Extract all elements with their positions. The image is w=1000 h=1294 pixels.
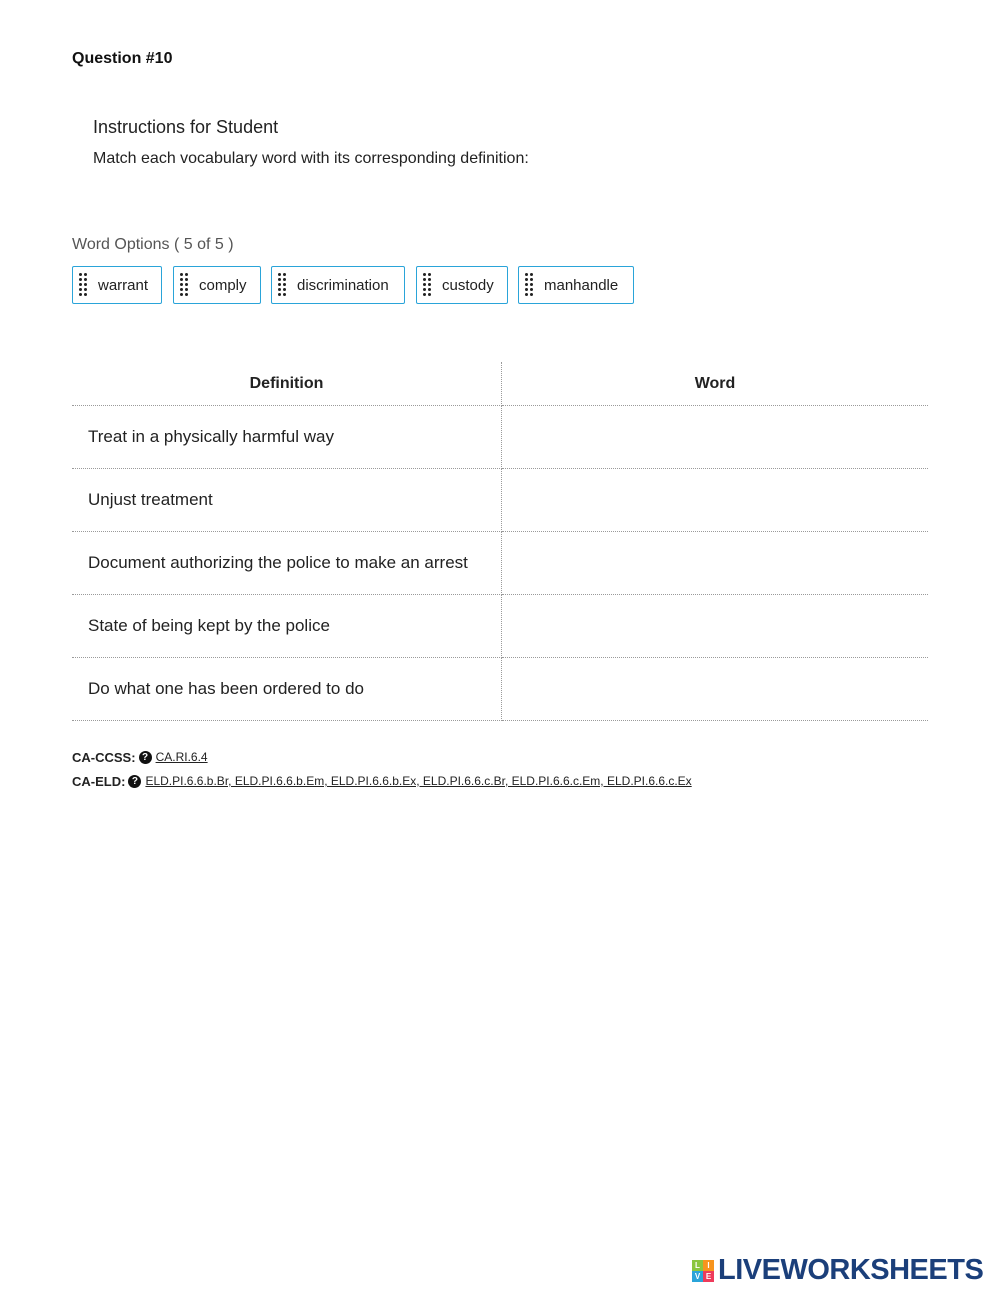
table-row: [72, 406, 928, 469]
definition-cell: State of being kept by the police: [72, 595, 502, 658]
table-header-row: [72, 362, 928, 406]
word-drop-cell[interactable]: [502, 469, 929, 532]
word-chip-label: manhandle: [544, 276, 619, 294]
word-chip-discrimination[interactable]: [271, 266, 405, 304]
word-chip-warrant[interactable]: [72, 266, 162, 304]
word-drop-zone[interactable]: [503, 533, 927, 593]
table-row: [72, 532, 928, 595]
eld-standards-row: [72, 769, 692, 793]
word-drop-zone[interactable]: [503, 470, 927, 530]
table-row: [72, 595, 928, 658]
logo-blocks-icon: L I V E: [692, 1260, 714, 1282]
definition-column-header: Definition: [72, 362, 502, 406]
definition-cell: Treat in a physically harmful way: [72, 406, 502, 469]
instructions-heading: Instructions for Student: [93, 117, 279, 137]
drag-handle-icon[interactable]: [423, 273, 432, 297]
question-title: Question #10: [72, 50, 173, 67]
word-options-label: Word Options ( 5 of 5 ): [72, 236, 234, 253]
word-chip-comply[interactable]: [173, 266, 261, 304]
word-chip-custody[interactable]: [416, 266, 508, 304]
logo-text: LIVEWORKSHEETS: [718, 1254, 984, 1286]
eld-standard-links[interactable]: ELD.PI.6.6.b.Br, ELD.PI.6.6.b.Em, ELD.PI.6.6.b.Ex, ELD.PI.6.6.c.Br, ELD.PI.6.6.c.Em, ELD.PI.6.6.c.Ex: [145, 774, 692, 788]
drag-handle-icon[interactable]: [525, 273, 534, 297]
word-chip-label: comply: [199, 276, 247, 294]
instructions-block: [93, 117, 529, 168]
word-drop-cell[interactable]: [502, 658, 929, 721]
help-icon[interactable]: ?: [128, 775, 141, 788]
drag-handle-icon[interactable]: [180, 273, 189, 297]
liveworksheets-logo: [692, 1254, 983, 1287]
word-chip-label: warrant: [98, 276, 149, 294]
word-chip-label: custody: [442, 276, 494, 294]
definition-cell: Document authorizing the police to make an arrest: [72, 532, 502, 595]
definition-cell: Do what one has been ordered to do: [72, 658, 502, 721]
table-row: [72, 469, 928, 532]
matching-table: [72, 362, 928, 721]
word-drop-cell[interactable]: [502, 406, 929, 469]
table-row: [72, 658, 928, 721]
word-drop-zone[interactable]: [503, 596, 927, 656]
ccss-standard-links[interactable]: CA.RI.6.4: [155, 750, 208, 764]
word-chip-label: discrimination: [297, 276, 389, 294]
drag-handle-icon[interactable]: [278, 273, 287, 297]
word-drop-zone[interactable]: [503, 407, 927, 467]
definition-cell: Unjust treatment: [72, 469, 502, 532]
eld-label: CA-ELD:: [72, 773, 126, 789]
instructions-text: Match each vocabulary word with its corresponding definition:: [93, 150, 529, 167]
word-column-header: Word: [502, 362, 929, 406]
word-drop-zone[interactable]: [503, 659, 927, 719]
word-drop-cell[interactable]: [502, 532, 929, 595]
ccss-label: CA-CCSS:: [72, 749, 136, 765]
ccss-standards-row: [72, 745, 692, 769]
drag-handle-icon[interactable]: [79, 273, 88, 297]
word-drop-cell[interactable]: [502, 595, 929, 658]
word-chip-manhandle[interactable]: [518, 266, 634, 304]
standards-block: [72, 745, 692, 793]
help-icon[interactable]: ?: [139, 751, 152, 764]
